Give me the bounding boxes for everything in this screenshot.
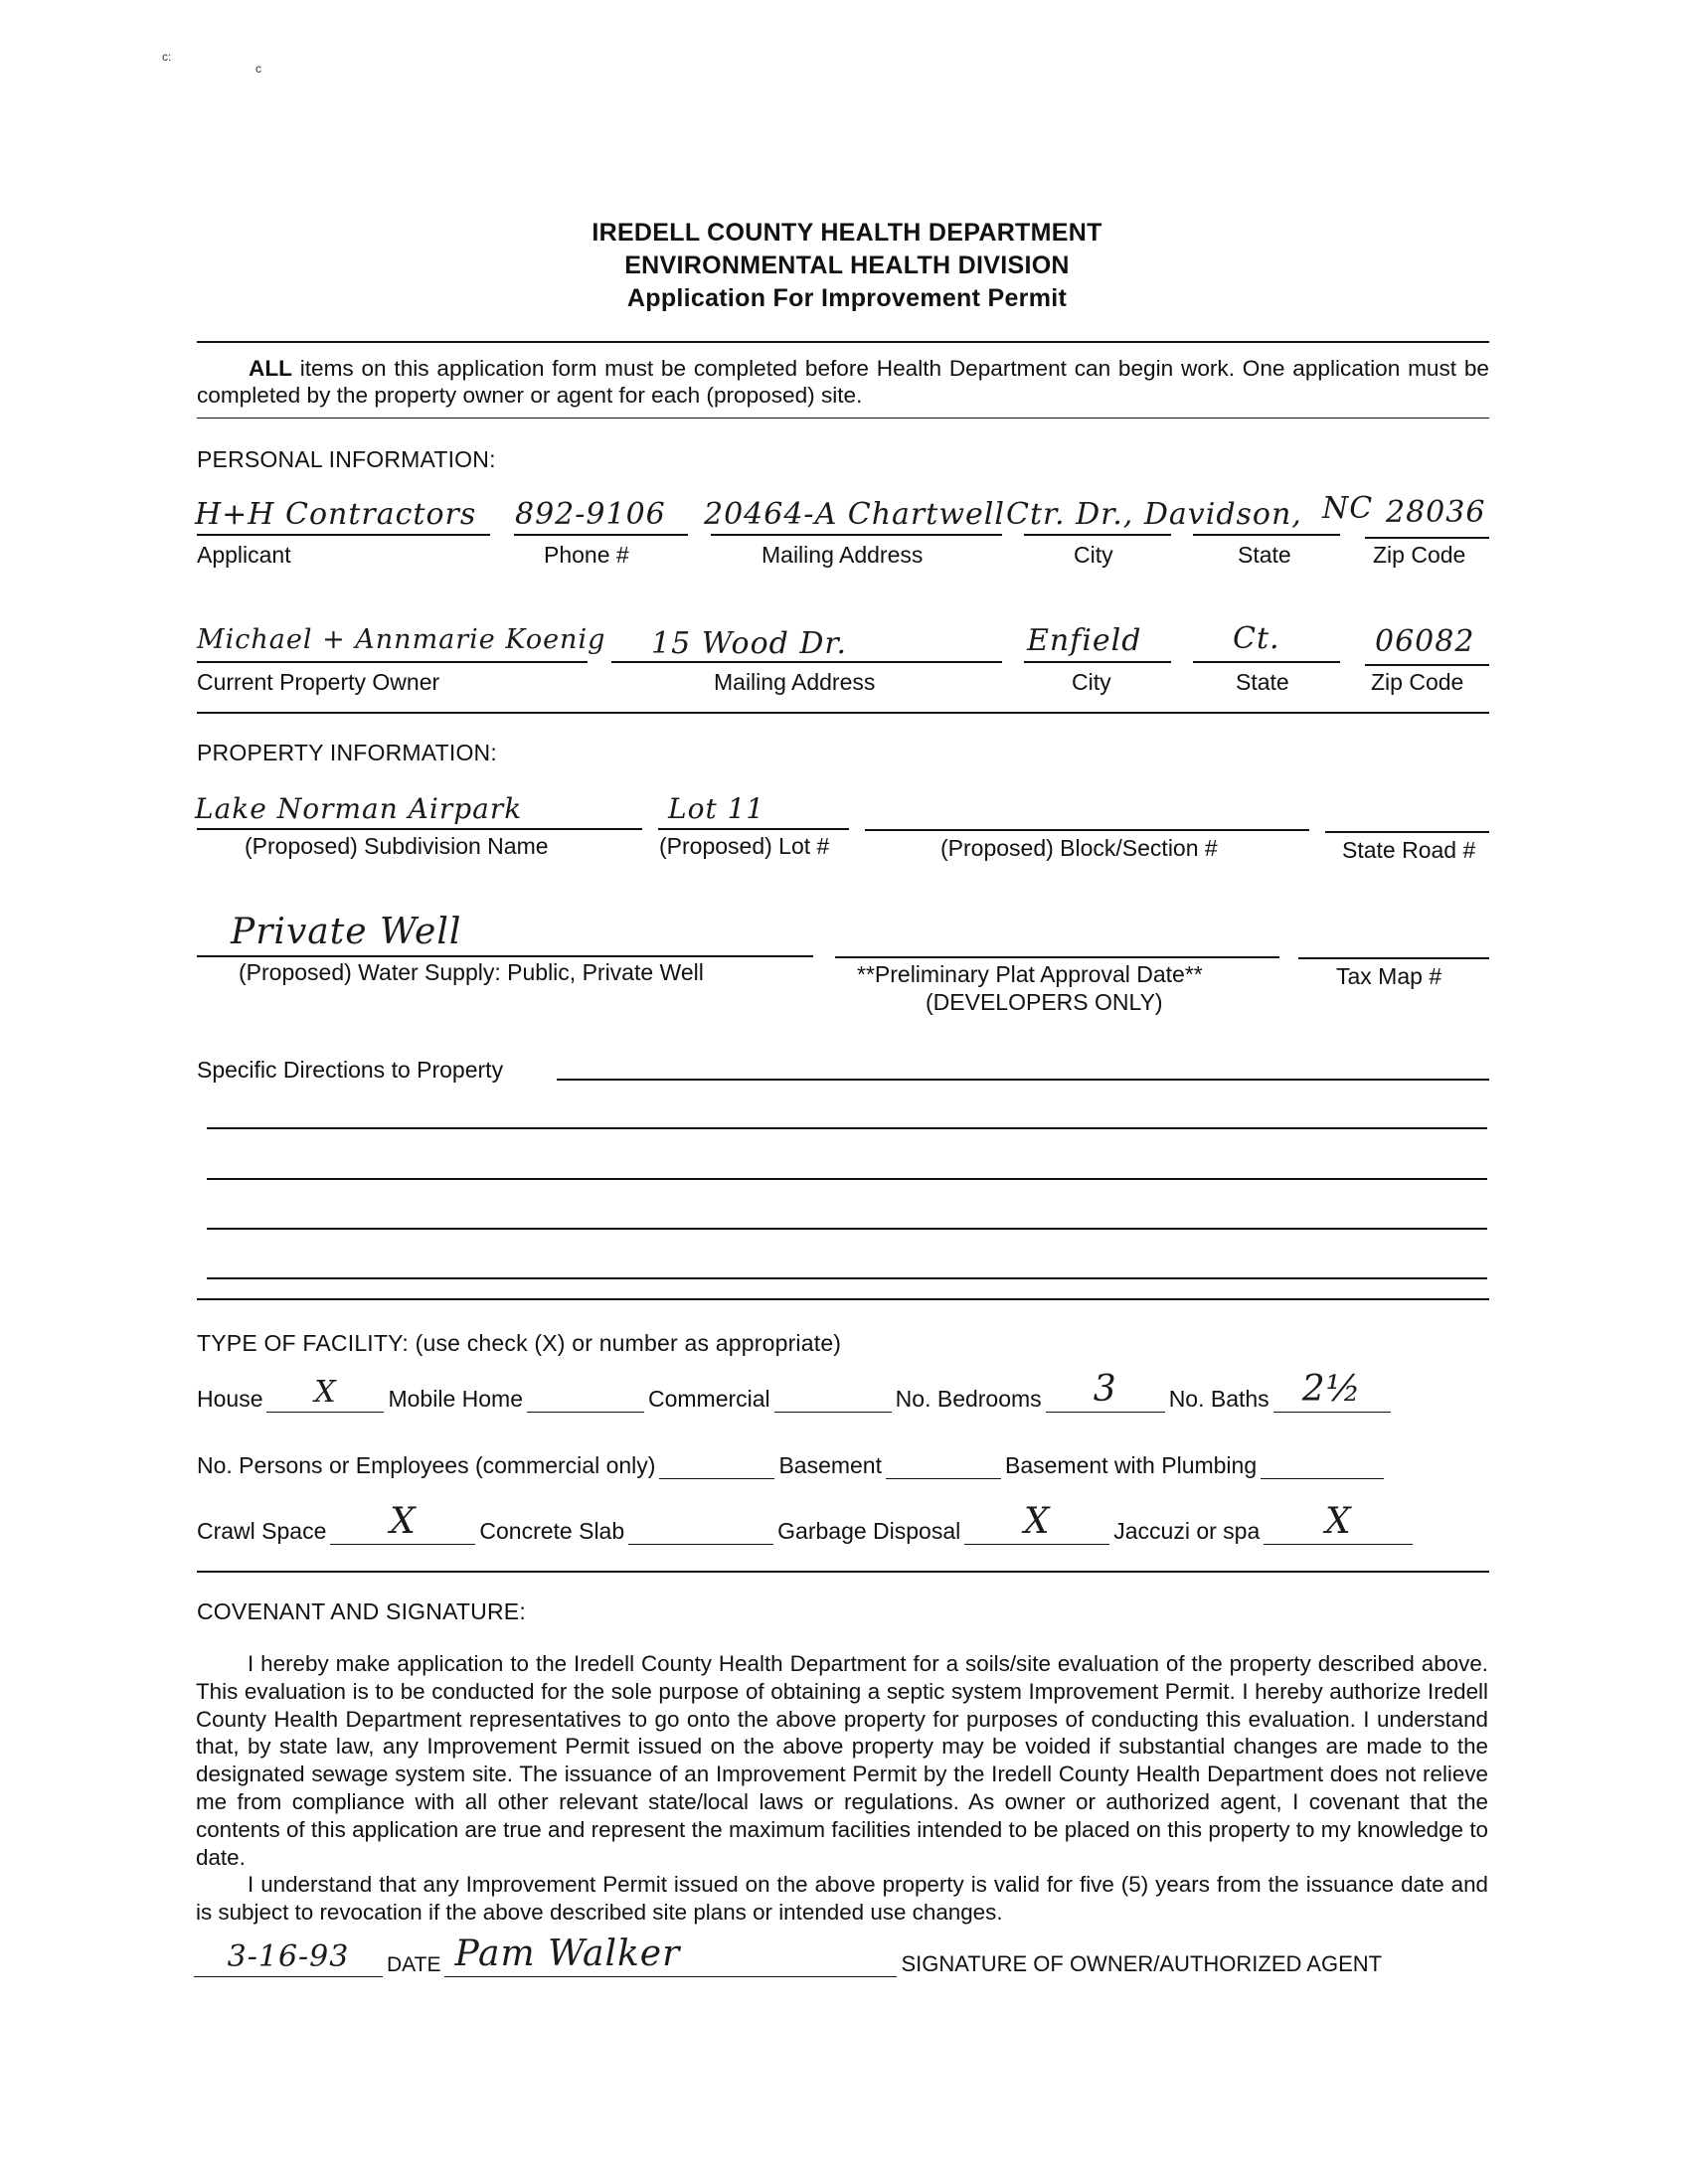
- label-phone: Phone #: [544, 542, 629, 568]
- label-house: House: [197, 1386, 263, 1412]
- owner-mailing-address-field[interactable]: 15 Wood Dr.: [651, 626, 848, 661]
- label-crawl-space: Crawl Space: [197, 1518, 327, 1544]
- label-block-section: (Proposed) Block/Section #: [940, 835, 1218, 861]
- label-date: DATE: [387, 1953, 441, 1976]
- signature-row: [194, 1933, 1383, 1977]
- facility-divider: [197, 1571, 1489, 1573]
- lot-line: [658, 828, 849, 830]
- concrete-slab-field[interactable]: [628, 1516, 773, 1545]
- intro-instructions: [197, 355, 1489, 409]
- label-bedrooms: No. Bedrooms: [895, 1386, 1042, 1412]
- owner-zip-line: [1365, 664, 1489, 666]
- owner-line: [197, 661, 588, 663]
- phone-line: [514, 534, 688, 536]
- label-water-supply: (Proposed) Water Supply: Public, Private Well: [239, 959, 704, 985]
- covenant-paragraph-1: I hereby make application to the Iredell County Health Department for a soils/site evaluation of the property described above. This evaluation is to be conducted for the sole purpose of obtaining a septic system Improvement Permit. I hereby authorize Iredell County Health Department representatives to go onto the above property for purposes of conducting this evaluation. I understand that, by state law, any Improvement Permit issued on the above property may be voided if substantial changes are made to the designated sewage system site. The issuance of an Improvement Permit by the Iredell County Health Department does not relieve me from compliance with all other relevant state/local laws or regulations. As owner or authorized agent, I covenant that the contents of this application are true and represent the maximum facilities intended to be placed on this property to my knowledge to date.: [196, 1651, 1488, 1870]
- date-value: 3-16-93: [227, 1939, 350, 1974]
- baths-value: 2½: [1301, 1369, 1362, 1410]
- label-concrete-slab: Concrete Slab: [479, 1518, 625, 1544]
- owner-field[interactable]: Michael + Annmarie Koenig: [197, 624, 606, 655]
- date-field[interactable]: [194, 1939, 383, 1977]
- label-owner-city: City: [1072, 669, 1111, 695]
- applicant-city-line: [1024, 534, 1171, 536]
- label-mailing-address: Mailing Address: [762, 542, 924, 568]
- basement-field[interactable]: [886, 1450, 1001, 1479]
- applicant-zip-field[interactable]: 28036: [1386, 495, 1486, 530]
- covenant-text: [196, 1650, 1488, 1927]
- applicant-city-field[interactable]: Ctr. Dr., Davidson,: [1006, 497, 1302, 532]
- label-commercial: Commercial: [647, 1386, 770, 1412]
- label-tax-map: Tax Map #: [1336, 963, 1442, 989]
- label-mobile-home: Mobile Home: [388, 1386, 523, 1412]
- signature-field[interactable]: [444, 1933, 897, 1977]
- label-jacuzzi: Jaccuzi or spa: [1113, 1518, 1261, 1544]
- tax-map-line[interactable]: [1298, 957, 1489, 959]
- division-title: ENVIRONMENTAL HEALTH DIVISION: [624, 252, 1070, 279]
- scan-speck: c:: [162, 50, 172, 64]
- label-state-road: State Road #: [1342, 837, 1476, 863]
- label-baths: No. Baths: [1168, 1386, 1270, 1412]
- covenant-paragraph-2: I understand that any Improvement Permit issued on the above property is valid for five (5) years from the issuance date and is subject to revocation if the above described site plans or intended use changes.: [196, 1872, 1488, 1926]
- label-current-property-owner: Current Property Owner: [197, 669, 440, 695]
- applicant-line: [197, 534, 490, 536]
- directions-line-5[interactable]: [207, 1277, 1487, 1279]
- directions-line-2[interactable]: [207, 1127, 1487, 1129]
- facility-row-1: [197, 1369, 1489, 1413]
- label-basement-plumbing: Basement with Plumbing: [1005, 1452, 1258, 1478]
- garbage-disposal-field[interactable]: [964, 1501, 1109, 1545]
- scan-speck: c: [255, 62, 261, 76]
- label-applicant: Applicant: [197, 542, 291, 568]
- state-road-line[interactable]: [1325, 831, 1489, 833]
- section-covenant-signature: COVENANT AND SIGNATURE:: [197, 1598, 526, 1624]
- directions-line-3[interactable]: [207, 1178, 1487, 1180]
- signature-value: Pam Walker: [454, 1933, 681, 1974]
- subdivision-name-line: [197, 828, 642, 830]
- personal-info-divider: [197, 712, 1489, 714]
- applicant-mailing-address-field[interactable]: 20464-A Chartwell: [704, 497, 1005, 532]
- facility-row-2: [197, 1450, 1489, 1479]
- label-plat-approval-date: **Preliminary Plat Approval Date**: [857, 961, 1203, 987]
- owner-city-line: [1024, 661, 1171, 663]
- water-supply-line: [197, 955, 813, 957]
- plat-approval-date-line[interactable]: [835, 956, 1279, 958]
- baths-field[interactable]: [1273, 1369, 1391, 1413]
- intro-text: items on this application form must be completed before Health Department can begin work. One application must be completed by the property owner or agent for each (proposed) site.: [197, 356, 1489, 408]
- label-lot: (Proposed) Lot #: [659, 833, 830, 859]
- intro-divider: [197, 418, 1489, 419]
- owner-zip-field[interactable]: 06082: [1375, 624, 1475, 659]
- block-section-line[interactable]: [865, 829, 1309, 831]
- section-type-of-facility: TYPE OF FACILITY: (use check (X) or number as appropriate): [197, 1330, 842, 1356]
- label-persons-employees: No. Persons or Employees (commercial only): [197, 1452, 656, 1478]
- label-subdivision-name: (Proposed) Subdivision Name: [245, 833, 549, 859]
- owner-mailing-address-line: [611, 661, 1002, 663]
- applicant-zip-line: [1365, 537, 1489, 539]
- subdivision-name-field[interactable]: Lake Norman Airpark: [195, 792, 523, 825]
- intro-bold-lead: ALL: [249, 356, 292, 381]
- persons-employees-field[interactable]: [659, 1450, 774, 1479]
- label-signature: SIGNATURE OF OWNER/AUTHORIZED AGENT: [901, 1951, 1383, 1976]
- applicant-state-field[interactable]: NC: [1322, 491, 1374, 526]
- phone-field[interactable]: 892-9106: [515, 497, 666, 532]
- house-field[interactable]: [266, 1375, 384, 1413]
- section-personal-information: PERSONAL INFORMATION:: [197, 446, 496, 472]
- directions-line-1[interactable]: [557, 1079, 1489, 1081]
- section-property-information: PROPERTY INFORMATION:: [197, 740, 497, 765]
- label-city: City: [1074, 542, 1113, 568]
- bedrooms-field[interactable]: [1046, 1369, 1165, 1413]
- form-title: Application For Improvement Permit: [626, 284, 1068, 312]
- jacuzzi-value: X: [1324, 1501, 1352, 1542]
- crawl-space-value: X: [390, 1501, 417, 1542]
- label-owner-mailing-address: Mailing Address: [714, 669, 876, 695]
- commercial-field[interactable]: [774, 1384, 892, 1413]
- label-developers-only: (DEVELOPERS ONLY): [926, 989, 1163, 1015]
- crawl-space-field[interactable]: [330, 1501, 475, 1545]
- applicant-state-line: [1193, 534, 1340, 536]
- label-owner-state: State: [1236, 669, 1289, 695]
- label-state: State: [1238, 542, 1291, 568]
- water-supply-field[interactable]: Private Well: [231, 912, 462, 952]
- garbage-disposal-value: X: [1023, 1501, 1051, 1542]
- basement-plumbing-field[interactable]: [1261, 1450, 1384, 1479]
- applicant-mailing-address-line: [711, 534, 1002, 536]
- bedrooms-value: 3: [1093, 1369, 1117, 1410]
- department-title: IREDELL COUNTY HEALTH DEPARTMENT: [592, 219, 1102, 247]
- facility-row-3: [197, 1501, 1489, 1545]
- label-owner-zip: Zip Code: [1371, 669, 1464, 695]
- label-garbage-disposal: Garbage Disposal: [777, 1518, 961, 1544]
- lot-field[interactable]: Lot 11: [668, 792, 765, 825]
- owner-city-field[interactable]: Enfield: [1027, 623, 1142, 658]
- applicant-field[interactable]: H+H Contractors: [195, 497, 477, 532]
- owner-state-field[interactable]: Ct.: [1233, 621, 1280, 656]
- directions-line-4[interactable]: [207, 1228, 1487, 1230]
- owner-state-line: [1193, 661, 1340, 663]
- house-value: X: [314, 1375, 337, 1410]
- mobile-home-field[interactable]: [527, 1384, 644, 1413]
- label-basement: Basement: [778, 1452, 882, 1478]
- label-zip: Zip Code: [1373, 542, 1466, 568]
- header-divider: [197, 341, 1489, 343]
- directions-divider: [197, 1298, 1489, 1300]
- jacuzzi-field[interactable]: [1264, 1501, 1413, 1545]
- label-specific-directions: Specific Directions to Property: [197, 1057, 504, 1083]
